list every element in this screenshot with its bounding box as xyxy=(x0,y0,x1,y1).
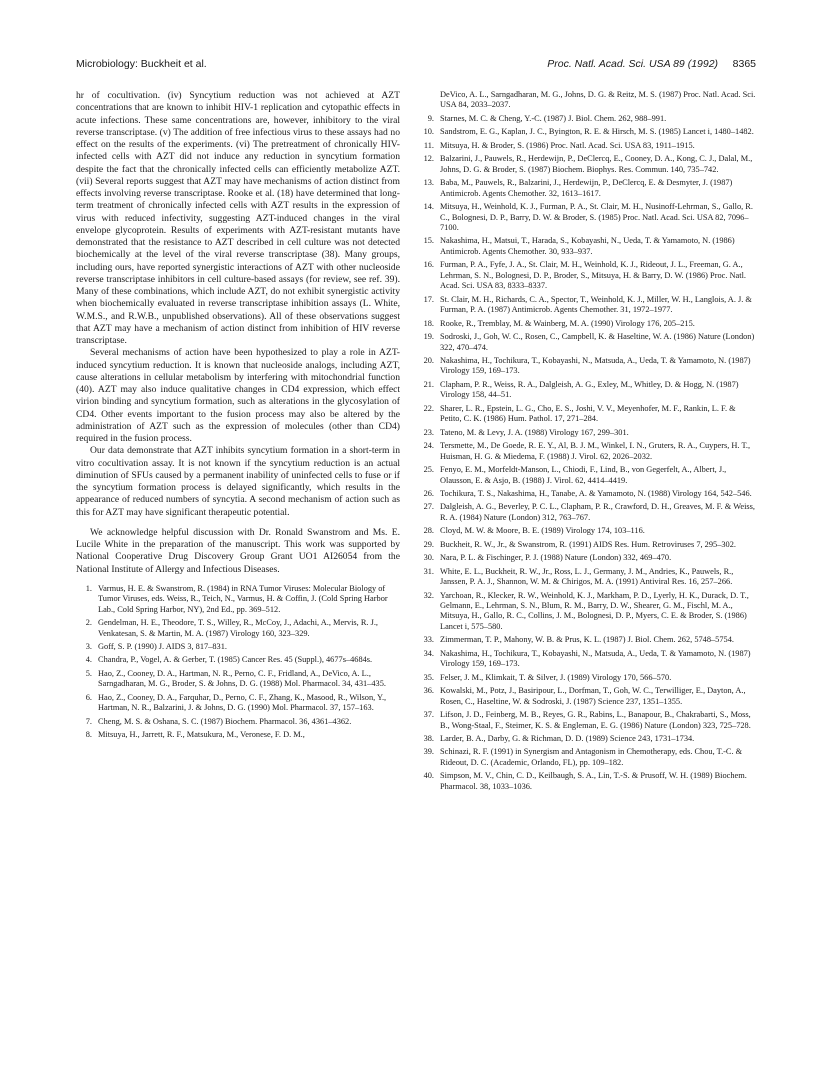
reference-continuation: DeVico, A. L., Sarngadharan, M. G., Johns, D. G. & Reitz, M. S. (1987) Proc. Natl. Acad. Sci. USA 84, 2033–2037. xyxy=(440,90,756,110)
reference-text: Varmus, H. E. & Swanstrom, R. (1984) in RNA Tumor Viruses: Molecular Biology of Tumor Viruses, eds. Weiss, R., Teich, N., Varmus, H. & Coffin, J. (Cold Spring Harbor Lab., Cold Spring Harbor, NY), 2nd Ed., pp. 369–512. xyxy=(98,583,388,614)
reference-item xyxy=(418,236,756,257)
reference-text: Furman, P. A., Fyfe, J. A., St. Clair, M. H., Weinhold, K. J., Rideout, J. L., Freeman, G. A., Lehrman, S. N., Bolognesi, D. P., Broder, S., Mitsuya, H. & Barry, D. W. (1986) Proc. Natl. Acad. Sci. USA 83, 8333–8337. xyxy=(440,260,746,291)
reference-text: Schinazi, R. F. (1991) in Synergism and Antagonism in Chemotherapy, eds. Chou, T.-C. & Rideout, D. C. (Academic, Orlando, FL), pp. 109–182. xyxy=(440,747,743,767)
reference-text: Cloyd, M. W. & Moore, B. E. (1989) Virology 174, 103–116. xyxy=(440,526,645,536)
reference-item xyxy=(418,489,756,499)
reference-number: 24. xyxy=(423,441,434,451)
reference-number: 29. xyxy=(423,539,434,549)
reference-text: Tateno, M. & Levy, J. A. (1988) Virology 167, 299–301. xyxy=(440,427,629,437)
reference-text: Clapham, P. R., Weiss, R. A., Dalgleish, A. G., Exley, M., Whitley, D. & Hogg, N. (1987) Virology 158, 44–51. xyxy=(440,379,739,400)
reference-number: 40. xyxy=(423,771,434,781)
reference-number: 20. xyxy=(423,355,434,365)
reference-text: St. Clair, M. H., Richards, C. A., Spector, T., Weinhold, K. J., Miller, W. H., Langlois, A. J. & Furman, P. A. (1987) Antimicrob. Agents Chemother. 31, 1972–1977. xyxy=(440,294,752,315)
reference-item xyxy=(418,127,756,137)
reference-number: 9. xyxy=(427,113,434,123)
reference-number: 23. xyxy=(423,427,434,437)
header-journal: Proc. Natl. Acad. Sci. USA 89 (1992) xyxy=(547,58,719,70)
reference-number: 13. xyxy=(423,178,434,188)
reference-number: 39. xyxy=(423,747,434,757)
reference-number: 17. xyxy=(423,294,434,304)
reference-item xyxy=(418,734,756,744)
reference-text: Balzarini, J., Pauwels, R., Herdewijn, P., DeClercq, E., Cooney, D. A., Kong, C. J., Dalal, M., Johns, D. G. & Broder, S. (1987) Biochem. Biophys. Res. Commun. 140, 735–742. xyxy=(440,154,753,174)
reference-text: Nakashima, H., Matsui, T., Harada, S., Kobayashi, N., Ueda, T. & Yamamoto, N. (1986) Antimicrob. Agents Chemother. 30, 933–937. xyxy=(440,236,735,256)
reference-text: Nakashima, H., Tochikura, T., Kobayashi, N., Matsuda, A., Ueda, T. & Yamamoto, N. (1987) Virology 159, 169–173. xyxy=(440,355,751,376)
body-paragraph: hr of cocultivation. (iv) Syncytium reduction was not achieved at AZT concentrations that are known to inhibit HIV-1 replication and cytopathic effects in acute infections. These same concentrations are, however, inhibitory to the viral reverse transcriptase. (v) The addition of free infectious virus to these assays had no effect on the results of the experiments. (vi) The pretreatment of chronically HIV-infected cells with AZT did not induce any reduction in syncytium formation despite the fact that the chronically infected cells can efficiently metabolize AZT. (vii) Several reports suggest that AZT may have mechanisms of action distinct from effects involving reverse transcriptase. Rooke et al. (18) have determined that long-term treatment of chronically infected cells with AZT results in the expression of virus with reduced infectivity, suggesting AZT-induced changes in the viral envelope glycoprotein. Results of experiments with AZT-resistant mutants have demonstrated that the resistance to AZT described in cell culture was not detected biochemically at the level of the viral reverse transcriptase (38). Many groups, including ours, have reported synergistic interactions of AZT with other nucleoside reverse transcriptase inhibitors in cell culture-based assays (for review, see ref. 39). Many of these combinations, which include AZT, do not exhibit synergistic activity when biochemically evaluated in reverse transcriptase inhibition assays (L. White, W.M.S., and R.W.B., unpublished observations). All of these observations suggest that AZT may have a mechanism of action distinct from inhibition of HIV reverse transcriptase. xyxy=(76,90,400,346)
reference-number: 18. xyxy=(423,318,434,328)
reference-item xyxy=(418,141,756,151)
reference-text: Simpson, M. V., Chin, C. D., Keilbaugh, S. A., Lin, T.-S. & Prusoff, W. H. (1989) Biochem. Pharmacol. 38, 1033–1036. xyxy=(440,771,747,791)
reference-item xyxy=(418,526,756,536)
reference-number: 1. xyxy=(85,583,92,593)
reference-item xyxy=(76,693,400,714)
body-paragraph: Several mechanisms of action have been hypothesized to play a role in AZT-induced syncytium reduction. It is known that nucleoside analogs, including AZT, cause alterations in cellular metabolism by interfering with mitochondrial function (40). AZT may also induce qualitative changes in CD4 expression, which effect virion binding and syncytium formation, such as alterations in the glycosylation of CD4. Other events important to the fusion process may also be altered by the administration of AZT such as the expression of molecules (other than CD4) required in the fusion process. xyxy=(76,347,400,444)
reference-number: 27. xyxy=(423,502,434,512)
reference-text: Mitsuya, H., Jarrett, R. F., Matsukura, M., Veronese, F. D. M., xyxy=(98,730,305,740)
reference-text: Zimmerman, T. P., Mahony, W. B. & Prus, K. L. (1987) J. Biol. Chem. 262, 5748–5754. xyxy=(440,635,734,645)
reference-item xyxy=(418,553,756,563)
reference-text: Rooke, R., Tremblay, M. & Wainberg, M. A. (1990) Virology 176, 205–215. xyxy=(440,318,695,328)
reference-text: Tersmette, M., De Goede, R. E. Y., Al, B. J. M., Winkel, I. N., Gruters, R. A., Cuypers, H. T., Huisman, H. G. & Miedema, F. (1988) J. Virol. 62, 2026–2032. xyxy=(440,441,751,461)
reference-number: 16. xyxy=(423,260,434,270)
reference-number: 22. xyxy=(423,403,434,413)
reference-text: Nara, P. L. & Fischinger, P. J. (1988) Nature (London) 332, 469–470. xyxy=(440,553,672,563)
reference-item xyxy=(418,710,756,731)
reference-number: 19. xyxy=(423,332,434,342)
reference-number: 35. xyxy=(423,672,434,682)
reference-item xyxy=(76,618,400,639)
reference-text: Cheng, M. S. & Oshana, S. C. (1987) Biochem. Pharmacol. 36, 4361–4362. xyxy=(98,716,352,726)
reference-number: 7. xyxy=(85,716,92,726)
reference-text: Lifson, J. D., Feinberg, M. B., Reyes, G. R., Rabins, L., Banapour, B., Chakrabarti, S., Moss, B., Wong-Staal, F., Steimer, K. S. & Engleman, E. G. (1986) Nature (London) 323, 725–728. xyxy=(440,710,751,730)
reference-item xyxy=(418,591,756,633)
reference-number: 10. xyxy=(423,127,434,137)
reference-item xyxy=(418,380,756,401)
running-header xyxy=(76,58,756,74)
reference-text: Yarchoan, R., Klecker, R. W., Weinhold, K. J., Markham, P. D., Lyerly, H. K., Durack, D. T., Gelmann, E., Lehrman, S. N., Blum, R. M., Barry, D. W., Shearer, G. M., Fischl, M. A., Mitsuya, H., Gallo, R. C., Collins, J. M., Bolognesi, D. P., Myers, C. E. & Broder, S. (1986) Lancet i, 575–580. xyxy=(440,590,749,631)
reference-text: Larder, B. A., Darby, G. & Richman, D. D. (1989) Science 243, 1731–1734. xyxy=(440,734,695,744)
reference-item xyxy=(418,332,756,353)
reference-item xyxy=(418,428,756,438)
reference-number: 15. xyxy=(423,236,434,246)
reference-item xyxy=(418,260,756,291)
reference-item xyxy=(418,178,756,199)
reference-item xyxy=(418,649,756,670)
reference-number: 12. xyxy=(423,154,434,164)
reference-number: 36. xyxy=(423,686,434,696)
reference-list-left xyxy=(76,584,400,741)
reference-item xyxy=(76,655,400,665)
reference-number: 8. xyxy=(85,730,92,740)
reference-number: 11. xyxy=(423,140,434,150)
reference-item xyxy=(76,584,400,615)
reference-item xyxy=(418,154,756,175)
reference-item xyxy=(418,635,756,645)
reference-number: 4. xyxy=(85,655,92,665)
reference-text: Hao, Z., Cooney, D. A., Hartman, N. R., Perno, C. F., Fridland, A., DeVico, A. L., Sarngadharan, M. G., Broder, S. & Johns, D. G. (1988) Mol. Pharmacol. 34, 431–435. xyxy=(98,668,386,689)
reference-text: Mitsuya, H. & Broder, S. (1986) Proc. Natl. Acad. Sci. USA 83, 1911–1915. xyxy=(440,140,695,150)
reference-number: 3. xyxy=(85,642,92,652)
reference-item xyxy=(76,717,400,727)
reference-number: 34. xyxy=(423,648,434,658)
reference-item xyxy=(418,295,756,316)
reference-text: Gendelman, H. E., Theodore, T. S., Willey, R., McCoy, J., Adachi, A., Mervis, R. J., Venkatesan, S. & Martin, M. A. (1987) Virology 160, 323–329. xyxy=(98,618,379,638)
acknowledgment: We acknowledge helpful discussion with Dr. Ronald Swanstrom and Ms. E. Lucile White in the preparation of the manuscript. This work was supported by National Cooperative Drug Discovery Group Grant UO1 AI26054 from the National Institute of Allergy and Infectious Diseases. xyxy=(76,526,400,575)
reference-number: 6. xyxy=(85,692,92,702)
reference-text: Sandstrom, E. G., Kaplan, J. C., Byington, R. E. & Hirsch, M. S. (1985) Lancet i, 1480–1482. xyxy=(440,127,754,137)
left-column xyxy=(76,90,400,744)
reference-number: 2. xyxy=(85,618,92,628)
reference-item xyxy=(76,642,400,652)
reference-number: 33. xyxy=(423,635,434,645)
reference-number: 14. xyxy=(423,202,434,212)
reference-item xyxy=(418,747,756,768)
reference-number: 21. xyxy=(423,379,434,389)
reference-text: White, E. L., Buckheit, R. W., Jr., Ross, L. J., Germany, J. M., Andries, K., Pauwels, R., Janssen, P. A. J., Shannon, W. M. & Chirigos, M. A. (1991) Antiviral Res. 16, 257–266. xyxy=(440,566,734,587)
reference-number: 26. xyxy=(423,488,434,498)
reference-text: Dalgleish, A. G., Beverley, P. C. L., Clapham, P. R., Crawford, D. H., Greaves, M. F. & Weiss, R. A. (1984) Nature (London) 312, 763–767. xyxy=(440,502,755,522)
reference-item xyxy=(418,686,756,707)
reference-text: Mitsuya, H., Weinhold, K. J., Furman, P. A., St. Clair, M. H., Nusinoff-Lehrman, S., Gallo, R. C., Bolognesi, D. P., Barry, D. W. & Broder, S. (1985) Proc. Natl. Acad. Sci. USA 82, 7096–7100. xyxy=(440,202,753,232)
reference-text: Hao, Z., Cooney, D. A., Farquhar, D., Perno, C. F., Zhang, K., Masood, R., Wilson, Y., Hartman, N. R., Balzarini, J. & Johns, D. G. (1990) Mol. Pharmacol. 37, 157–163. xyxy=(98,692,387,713)
header-section-authors: Microbiology: Buckheit et al. xyxy=(76,58,207,70)
reference-list-right xyxy=(418,90,756,792)
reference-item xyxy=(418,356,756,377)
reference-text: Buckheit, R. W., Jr., & Swanstrom, R. (1991) AIDS Res. Hum. Retroviruses 7, 295–302. xyxy=(440,539,736,549)
reference-number: 31. xyxy=(423,566,434,576)
reference-text: Sharer, L. R., Epstein, L. G., Cho, E. S., Joshi, V. V., Meyenhofer, M. F., Rankin, L. F. & Petito, C. K. (1986) Hum. Pathol. 17, 271–284. xyxy=(440,403,736,424)
reference-item xyxy=(76,669,400,690)
reference-item xyxy=(418,441,756,462)
reference-number: 38. xyxy=(423,734,434,744)
reference-text: Sodroski, J., Goh, W. C., Rosen, C., Campbell, K. & Haseltine, W. A. (1986) Nature (London) 322, 470–474. xyxy=(440,332,755,352)
header-page-number: 8365 xyxy=(732,58,756,70)
reference-item xyxy=(418,319,756,329)
header-journal-page xyxy=(547,58,756,70)
reference-text: Felser, J. M., Klimkait, T. & Silver, J. (1989) Virology 170, 566–570. xyxy=(440,672,672,682)
reference-text: Tochikura, T. S., Nakashima, H., Tanabe, A. & Yamamoto, N. (1988) Virology 164, 542–546. xyxy=(440,488,752,498)
reference-text: Kowalski, M., Potz, J., Basiripour, L., Dorfman, T., Goh, W. C., Terwilliger, E., Dayton, A., Rosen, C., Haseltine, W. & Sodroski, J. (1987) Science 237, 1351–1355. xyxy=(440,686,746,706)
reference-item xyxy=(418,502,756,523)
right-column xyxy=(418,90,756,795)
reference-number: 25. xyxy=(423,465,434,475)
reference-text: Baba, M., Pauwels, R., Balzarini, J., Herdewijn, P., DeClercq, E. & Desmyter, J. (1987) Antimicrob. Agents Chemother. 32, 1613–1617. xyxy=(440,178,733,198)
reference-text: Chandra, P., Vogel, A. & Gerber, T. (1985) Cancer Res. 45 (Suppl.), 4677s–4684s. xyxy=(98,655,373,665)
reference-number: 37. xyxy=(423,710,434,720)
reference-text: Fenyo, E. M., Morfeldt-Manson, L., Chiodi, F., Lind, B., von Gegerfelt, A., Albert, J., Olausson, E. & Asjo, B. (1988) J. Virol. 62, 4414–4419. xyxy=(440,465,727,485)
reference-item xyxy=(418,540,756,550)
reference-item xyxy=(418,673,756,683)
reference-number: 28. xyxy=(423,526,434,536)
reference-item xyxy=(418,404,756,425)
reference-text: Goff, S. P. (1990) J. AIDS 3, 817–831. xyxy=(98,642,227,652)
reference-item xyxy=(418,771,756,792)
reference-number: 5. xyxy=(85,668,92,678)
reference-number: 32. xyxy=(423,590,434,600)
reference-item xyxy=(418,465,756,486)
body-paragraph: Our data demonstrate that AZT inhibits syncytium formation in a short-term in vitro cocultivation assay. It is not known if the syncytium reduction is an actual diminution of SFUs caused by a permanent inability of uninfected cells to fuse or if the syncytium formation process is delayed significantly, which results in the appearance of reduced numbers of syncytia. A second mechanism of action such as this for AZT may have significant therapeutic potential. xyxy=(76,445,400,518)
reference-item xyxy=(418,567,756,588)
reference-item xyxy=(76,730,400,740)
reference-item xyxy=(418,114,756,124)
reference-item xyxy=(418,202,756,233)
reference-text: Nakashima, H., Tochikura, T., Kobayashi, N., Matsuda, A., Ueda, T. & Yamamoto, N. (1987) Virology 159, 169–173. xyxy=(440,648,751,669)
reference-number: 30. xyxy=(423,553,434,563)
reference-text: Starnes, M. C. & Cheng, Y.-C. (1987) J. Biol. Chem. 262, 988–991. xyxy=(440,113,667,123)
